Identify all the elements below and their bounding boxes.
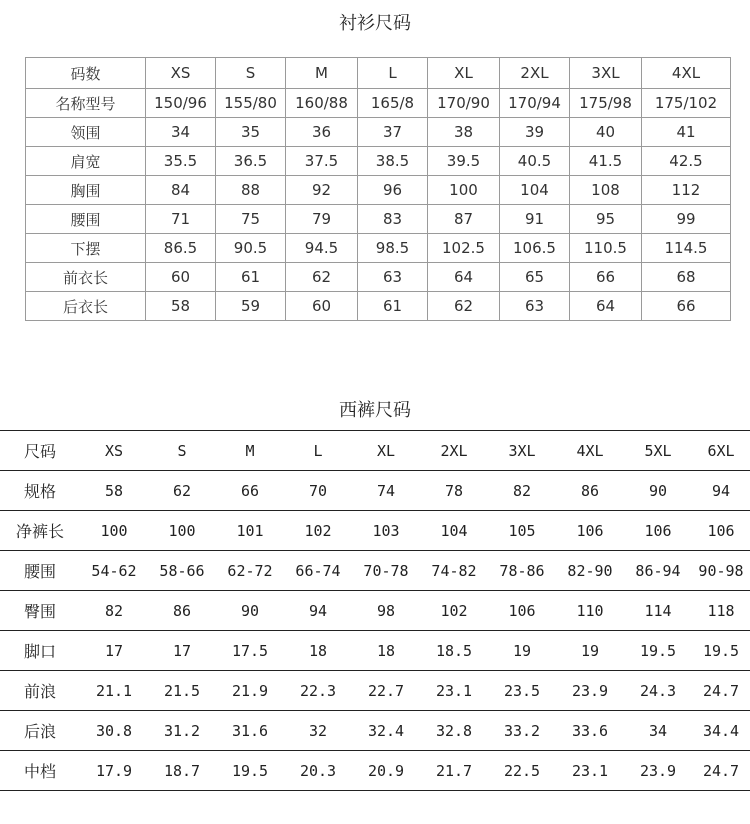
pants-cell: 18.5 xyxy=(420,631,488,671)
pants-cell: 31.6 xyxy=(216,711,284,751)
pants-row-label: 中档 xyxy=(0,751,80,791)
pants-cell: 78 xyxy=(420,471,488,511)
shirt-cell: L xyxy=(358,58,428,89)
shirt-cell: 100 xyxy=(428,176,500,205)
pants-cell: 21.7 xyxy=(420,751,488,791)
pants-row xyxy=(0,471,750,511)
pants-cell: 18.7 xyxy=(148,751,216,791)
pants-row-label: 前浪 xyxy=(0,671,80,711)
shirt-cell: 41 xyxy=(642,118,731,147)
shirt-cell: XS xyxy=(146,58,216,89)
shirt-cell: 98.5 xyxy=(358,234,428,263)
shirt-cell: M xyxy=(286,58,358,89)
pants-cell: 18 xyxy=(352,631,420,671)
pants-cell: 19.5 xyxy=(692,631,750,671)
shirt-cell: 102.5 xyxy=(428,234,500,263)
shirt-cell: 106.5 xyxy=(500,234,570,263)
pants-row-label: 后浪 xyxy=(0,711,80,751)
pants-cell: 34.4 xyxy=(692,711,750,751)
pants-cell: 23.1 xyxy=(556,751,624,791)
shirt-cell: 64 xyxy=(428,263,500,292)
pants-cell: 106 xyxy=(624,511,692,551)
pants-cell: 24.7 xyxy=(692,671,750,711)
pants-cell: 103 xyxy=(352,511,420,551)
shirt-cell: 39 xyxy=(500,118,570,147)
shirt-size-title: 衬衫尺码 xyxy=(339,13,411,34)
shirt-row-label: 前衣长 xyxy=(26,263,146,292)
shirt-cell: 79 xyxy=(286,205,358,234)
shirt-cell: 61 xyxy=(358,292,428,321)
pants-row-label: 臀围 xyxy=(0,591,80,631)
shirt-cell: 4XL xyxy=(642,58,731,89)
pants-cell: 23.9 xyxy=(624,751,692,791)
shirt-cell: 175/102 xyxy=(642,89,731,118)
shirt-size-table xyxy=(25,57,731,321)
pants-cell: 21.1 xyxy=(80,671,148,711)
pants-cell: 17 xyxy=(80,631,148,671)
shirt-cell: 66 xyxy=(570,263,642,292)
shirt-cell: 64 xyxy=(570,292,642,321)
pants-cell: 31.2 xyxy=(148,711,216,751)
shirt-cell: 170/90 xyxy=(428,89,500,118)
pants-cell: 106 xyxy=(692,511,750,551)
shirt-cell: 41.5 xyxy=(570,147,642,176)
pants-cell: 78-86 xyxy=(488,551,556,591)
pants-cell: 82 xyxy=(488,471,556,511)
pants-cell: 90 xyxy=(624,471,692,511)
pants-cell: 22.7 xyxy=(352,671,420,711)
shirt-row xyxy=(26,292,731,321)
pants-row xyxy=(0,631,750,671)
shirt-cell: 75 xyxy=(216,205,286,234)
pants-cell: 90 xyxy=(216,591,284,631)
shirt-cell: 58 xyxy=(146,292,216,321)
pants-cell: 2XL xyxy=(420,431,488,471)
shirt-cell: 99 xyxy=(642,205,731,234)
pants-cell: 86 xyxy=(148,591,216,631)
pants-cell: XS xyxy=(80,431,148,471)
pants-cell: L xyxy=(284,431,352,471)
pants-cell: 110 xyxy=(556,591,624,631)
shirt-cell: 87 xyxy=(428,205,500,234)
pants-cell: 19 xyxy=(488,631,556,671)
pants-cell: 24.7 xyxy=(692,751,750,791)
shirt-cell: 63 xyxy=(358,263,428,292)
pants-cell: 20.9 xyxy=(352,751,420,791)
pants-cell: 66 xyxy=(216,471,284,511)
pants-cell: 3XL xyxy=(488,431,556,471)
shirt-row-label: 腰围 xyxy=(26,205,146,234)
pants-cell: 32 xyxy=(284,711,352,751)
shirt-cell: 42.5 xyxy=(642,147,731,176)
pants-cell: 23.1 xyxy=(420,671,488,711)
shirt-cell: 88 xyxy=(216,176,286,205)
pants-cell: 54-62 xyxy=(80,551,148,591)
pants-cell: 21.5 xyxy=(148,671,216,711)
pants-cell: 20.3 xyxy=(284,751,352,791)
shirt-cell: 90.5 xyxy=(216,234,286,263)
shirt-cell: 36 xyxy=(286,118,358,147)
pants-cell: 90-98 xyxy=(692,551,750,591)
shirt-cell: 110.5 xyxy=(570,234,642,263)
pants-cell: 18 xyxy=(284,631,352,671)
pants-row xyxy=(0,591,750,631)
shirt-row-label: 名称型号 xyxy=(26,89,146,118)
shirt-cell: 39.5 xyxy=(428,147,500,176)
pants-cell: 21.9 xyxy=(216,671,284,711)
pants-cell: 58 xyxy=(80,471,148,511)
pants-cell: 22.5 xyxy=(488,751,556,791)
shirt-cell: 95 xyxy=(570,205,642,234)
pants-row xyxy=(0,711,750,751)
shirt-cell: 170/94 xyxy=(500,89,570,118)
pants-row-label: 尺码 xyxy=(0,431,80,471)
pants-cell: 32.8 xyxy=(420,711,488,751)
pants-cell: 70-78 xyxy=(352,551,420,591)
shirt-cell: 34 xyxy=(146,118,216,147)
pants-cell: 17.5 xyxy=(216,631,284,671)
shirt-cell: 40.5 xyxy=(500,147,570,176)
shirt-cell: 40 xyxy=(570,118,642,147)
pants-cell: 118 xyxy=(692,591,750,631)
pants-cell: 104 xyxy=(420,511,488,551)
shirt-cell: 59 xyxy=(216,292,286,321)
shirt-cell: 71 xyxy=(146,205,216,234)
pants-cell: 66-74 xyxy=(284,551,352,591)
pants-cell: 98 xyxy=(352,591,420,631)
pants-cell: 94 xyxy=(692,471,750,511)
pants-cell: 100 xyxy=(148,511,216,551)
shirt-row-label: 肩宽 xyxy=(26,147,146,176)
shirt-row xyxy=(26,234,731,263)
shirt-cell: 2XL xyxy=(500,58,570,89)
shirt-cell: 66 xyxy=(642,292,731,321)
pants-cell: S xyxy=(148,431,216,471)
pants-cell: 23.9 xyxy=(556,671,624,711)
pants-row xyxy=(0,511,750,551)
shirt-cell: 62 xyxy=(428,292,500,321)
pants-header-row xyxy=(0,431,750,471)
shirt-row xyxy=(26,176,731,205)
shirt-cell: 35 xyxy=(216,118,286,147)
pants-row-label: 净裤长 xyxy=(0,511,80,551)
shirt-cell: 60 xyxy=(286,292,358,321)
pants-cell: 30.8 xyxy=(80,711,148,751)
pants-cell: 70 xyxy=(284,471,352,511)
shirt-cell: 65 xyxy=(500,263,570,292)
pants-cell: 114 xyxy=(624,591,692,631)
shirt-cell: 38.5 xyxy=(358,147,428,176)
pants-row xyxy=(0,551,750,591)
shirt-cell: 37 xyxy=(358,118,428,147)
shirt-cell: 104 xyxy=(500,176,570,205)
shirt-cell: 155/80 xyxy=(216,89,286,118)
shirt-cell: 86.5 xyxy=(146,234,216,263)
pants-cell: 22.3 xyxy=(284,671,352,711)
shirt-cell: 165/8 xyxy=(358,89,428,118)
pants-cell: 6XL xyxy=(692,431,750,471)
shirt-row xyxy=(26,89,731,118)
shirt-header-row xyxy=(26,58,731,89)
pants-cell: 34 xyxy=(624,711,692,751)
shirt-cell: 84 xyxy=(146,176,216,205)
shirt-cell: 62 xyxy=(286,263,358,292)
pants-cell: 32.4 xyxy=(352,711,420,751)
pants-row xyxy=(0,751,750,791)
shirt-row xyxy=(26,147,731,176)
pants-row-label: 规格 xyxy=(0,471,80,511)
shirt-row-label: 胸围 xyxy=(26,176,146,205)
pants-cell: 82-90 xyxy=(556,551,624,591)
pants-cell: 19.5 xyxy=(216,751,284,791)
pants-cell: 62-72 xyxy=(216,551,284,591)
shirt-row-label: 领围 xyxy=(26,118,146,147)
shirt-cell: 38 xyxy=(428,118,500,147)
shirt-cell: XL xyxy=(428,58,500,89)
pants-cell: 102 xyxy=(420,591,488,631)
pants-cell: 101 xyxy=(216,511,284,551)
pants-size-table xyxy=(0,430,750,791)
pants-cell: 100 xyxy=(80,511,148,551)
shirt-cell: 160/88 xyxy=(286,89,358,118)
shirt-cell: 63 xyxy=(500,292,570,321)
shirt-cell: 92 xyxy=(286,176,358,205)
pants-cell: 33.2 xyxy=(488,711,556,751)
pants-cell: 19.5 xyxy=(624,631,692,671)
pants-cell: 105 xyxy=(488,511,556,551)
pants-cell: 106 xyxy=(488,591,556,631)
pants-cell: 106 xyxy=(556,511,624,551)
pants-cell: 62 xyxy=(148,471,216,511)
shirt-cell: S xyxy=(216,58,286,89)
shirt-cell: 35.5 xyxy=(146,147,216,176)
shirt-row-label: 下摆 xyxy=(26,234,146,263)
shirt-cell: 3XL xyxy=(570,58,642,89)
shirt-cell: 96 xyxy=(358,176,428,205)
pants-cell: 23.5 xyxy=(488,671,556,711)
shirt-cell: 150/96 xyxy=(146,89,216,118)
shirt-row xyxy=(26,263,731,292)
pants-cell: 58-66 xyxy=(148,551,216,591)
pants-cell: 33.6 xyxy=(556,711,624,751)
shirt-cell: 108 xyxy=(570,176,642,205)
pants-row xyxy=(0,671,750,711)
shirt-row-label: 后衣长 xyxy=(26,292,146,321)
pants-cell: 5XL xyxy=(624,431,692,471)
pants-cell: 94 xyxy=(284,591,352,631)
pants-cell: 24.3 xyxy=(624,671,692,711)
shirt-row xyxy=(26,205,731,234)
shirt-cell: 61 xyxy=(216,263,286,292)
pants-cell: 82 xyxy=(80,591,148,631)
pants-cell: 19 xyxy=(556,631,624,671)
shirt-cell: 175/98 xyxy=(570,89,642,118)
pants-cell: 17.9 xyxy=(80,751,148,791)
pants-cell: 17 xyxy=(148,631,216,671)
shirt-cell: 91 xyxy=(500,205,570,234)
shirt-row xyxy=(26,118,731,147)
shirt-cell: 83 xyxy=(358,205,428,234)
shirt-cell: 112 xyxy=(642,176,731,205)
shirt-cell: 36.5 xyxy=(216,147,286,176)
shirt-cell: 60 xyxy=(146,263,216,292)
shirt-cell: 94.5 xyxy=(286,234,358,263)
pants-size-title: 西裤尺码 xyxy=(339,400,411,421)
pants-row-label: 腰围 xyxy=(0,551,80,591)
pants-cell: XL xyxy=(352,431,420,471)
pants-cell: 74-82 xyxy=(420,551,488,591)
pants-cell: 86 xyxy=(556,471,624,511)
pants-cell: 74 xyxy=(352,471,420,511)
shirt-cell: 114.5 xyxy=(642,234,731,263)
pants-cell: 86-94 xyxy=(624,551,692,591)
shirt-cell: 68 xyxy=(642,263,731,292)
pants-row-label: 脚口 xyxy=(0,631,80,671)
pants-cell: 4XL xyxy=(556,431,624,471)
pants-cell: 102 xyxy=(284,511,352,551)
shirt-cell: 37.5 xyxy=(286,147,358,176)
shirt-row-label: 码数 xyxy=(26,58,146,89)
pants-cell: M xyxy=(216,431,284,471)
